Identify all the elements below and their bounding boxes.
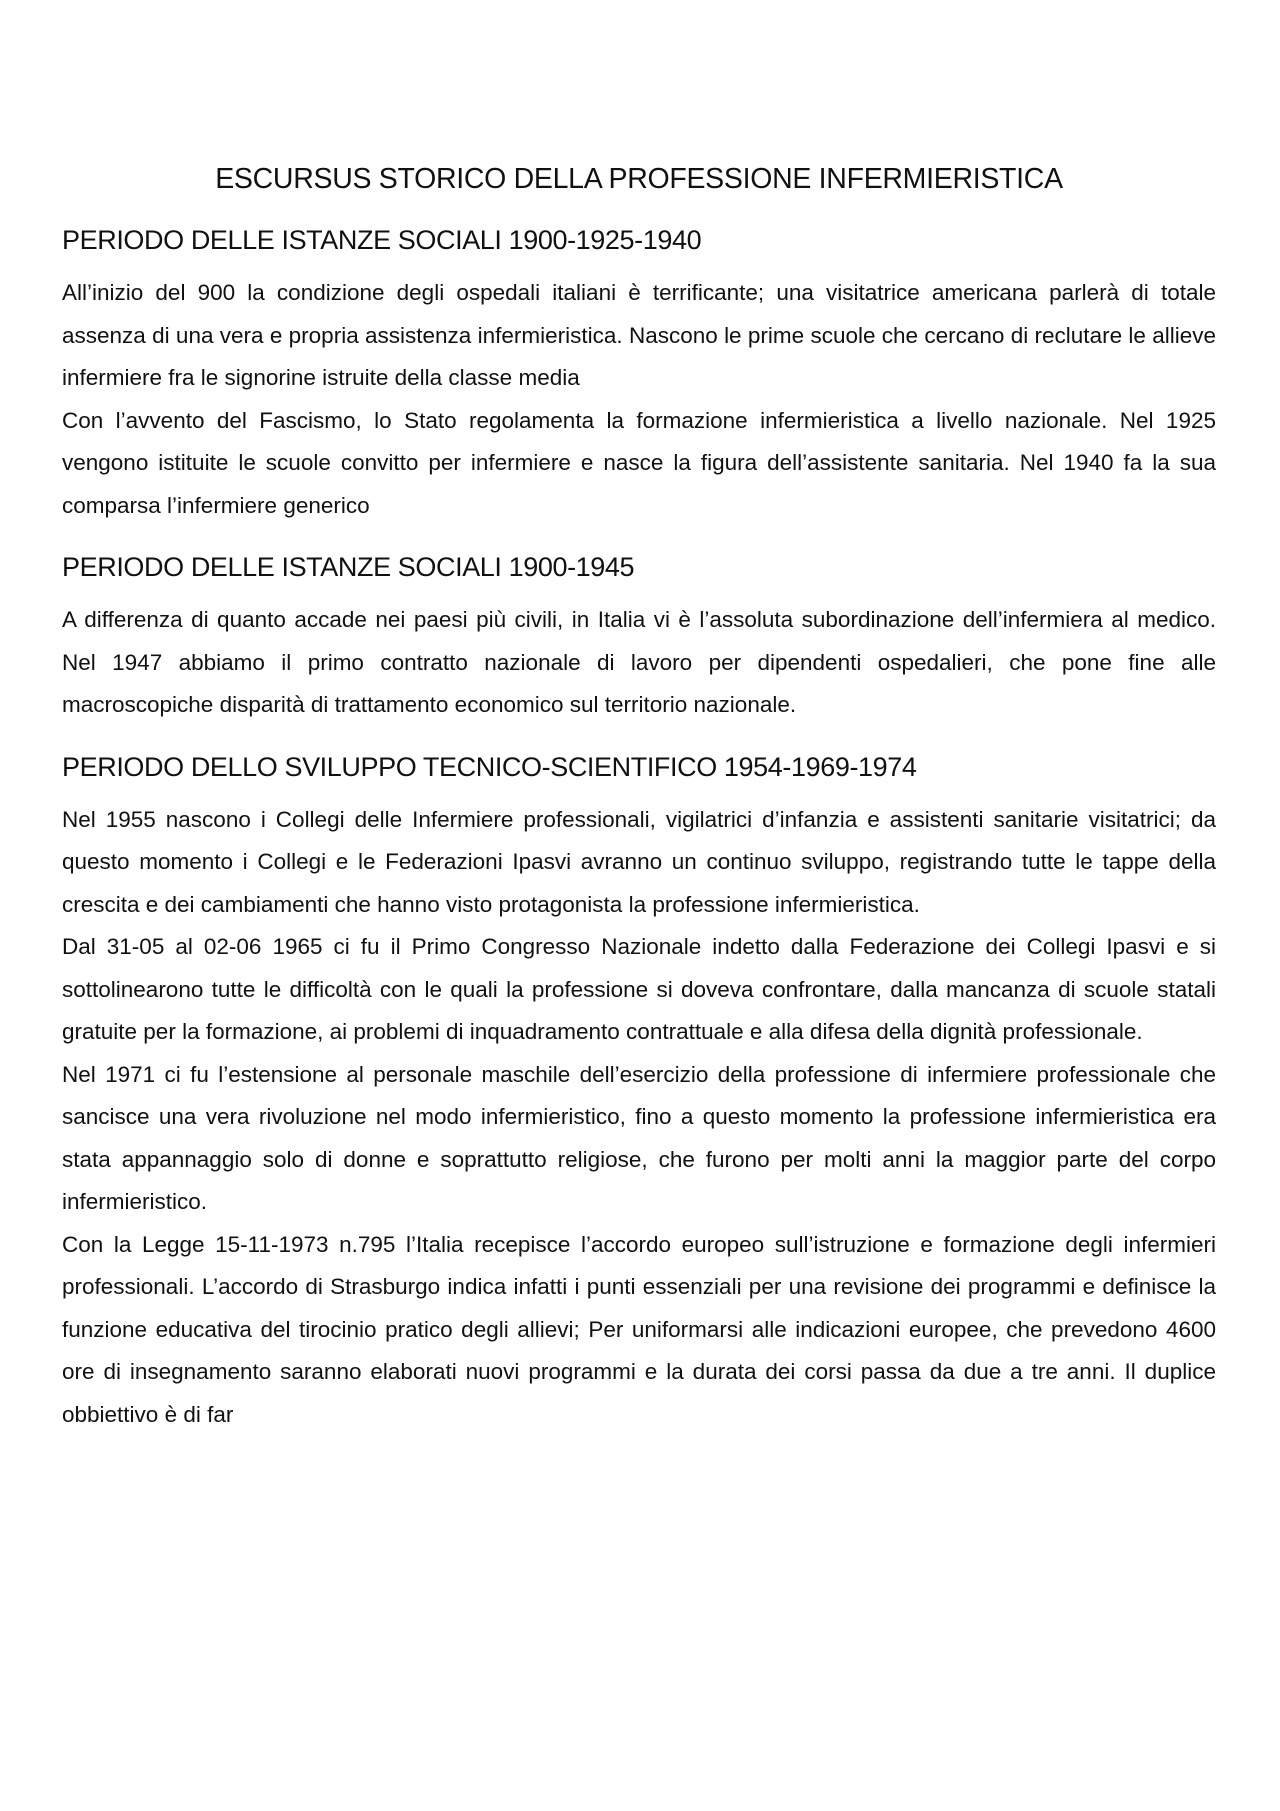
paragraph: Con la Legge 15-11-1973 n.795 l’Italia recepisce l’accordo europeo sull’istruzione e formazione degli infermieri professionali. L’accordo di Strasburgo indica infatti i punti essenziali per una revisione dei programmi e definisce la funzione educativa del tirocinio pratico degli allievi; Per uniformarsi alle indicazioni europee, che prevedono 4600 ore di insegnamento saranno elaborati nuovi programmi e la durata dei corsi passa da due a tre anni. Il duplice obbiettivo è di far [62,1231,1216,1427]
document-title: ESCURSUS STORICO DELLA PROFESSIONE INFERMIERISTICA [215,163,1063,195]
section-3 [62,749,1216,1437]
paragraph: Nel 1955 nascono i Collegi delle Infermiere professionali, vigilatrici d’infanzia e assistenti sanitarie visitatrici; da questo momento i Collegi e le Federazioni Ipasvi avranno un continuo sviluppo, registrando tutte le tappe della crescita e dei cambiamenti che hanno visto protagonista la professione infermieristica. [62,806,1216,917]
paragraph: Nel 1971 ci fu l’estensione al personale maschile dell’esercizio della professione di infermiere professionale che sancisce una vera rivoluzione nel modo infermieristico, fino a questo momento la professione infermieristica era stata appannaggio solo di donne e soprattutto religiose, che furono per molti anni la maggior parte del corpo infermieristico. [62,1061,1216,1214]
document-page [62,160,1216,1458]
section-1 [62,222,1216,527]
paragraph: A differenza di quanto accade nei paesi più civili, in Italia vi è l’assoluta subordinazione dell’infermiera al medico. Nel 1947 abbiamo il primo contratto nazionale di lavoro per dipendenti ospedalieri, che pone fine alle macroscopiche disparità di trattamento economico sul territorio nazionale. [62,607,1216,717]
paragraph: All’inizio del 900 la condizione degli ospedali italiani è terrificante; una visitatrice americana parlerà di totale assenza di una vera e propria assistenza infermieristica. Nascono le prime scuole che cercano di reclutare le allieve infermiere fra le signorine istruite della classe media [62,280,1216,390]
section-heading: PERIODO DELLE ISTANZE SOCIALI 1900-1945 [62,552,635,582]
section-heading: PERIODO DELLO SVILUPPO TECNICO-SCIENTIFICO 1954-1969-1974 [62,751,917,782]
paragraph: Con l’avvento del Fascismo, lo Stato regolamenta la formazione infermieristica a livello nazionale. Nel 1925 vengono istituite le scuole convitto per infermiere e nasce la figura dell’assistente sanitaria. Nel 1940 fa la sua comparsa l’infermiere generico [62,407,1216,518]
section-heading: PERIODO DELLE ISTANZE SOCIALI 1900-1925-1940 [62,225,702,255]
paragraph: Dal 31-05 al 02-06 1965 ci fu il Primo Congresso Nazionale indetto dalla Federazione dei Collegi Ipasvi e si sottolinearono tutte le difficoltà con le quali la professione si doveva confrontare, dalla mancanza di scuole statali gratuite per la formazione, ai problemi di inquadramento contrattuale e alla difesa della dignità professionale. [62,934,1216,1044]
section-2 [62,549,1216,727]
